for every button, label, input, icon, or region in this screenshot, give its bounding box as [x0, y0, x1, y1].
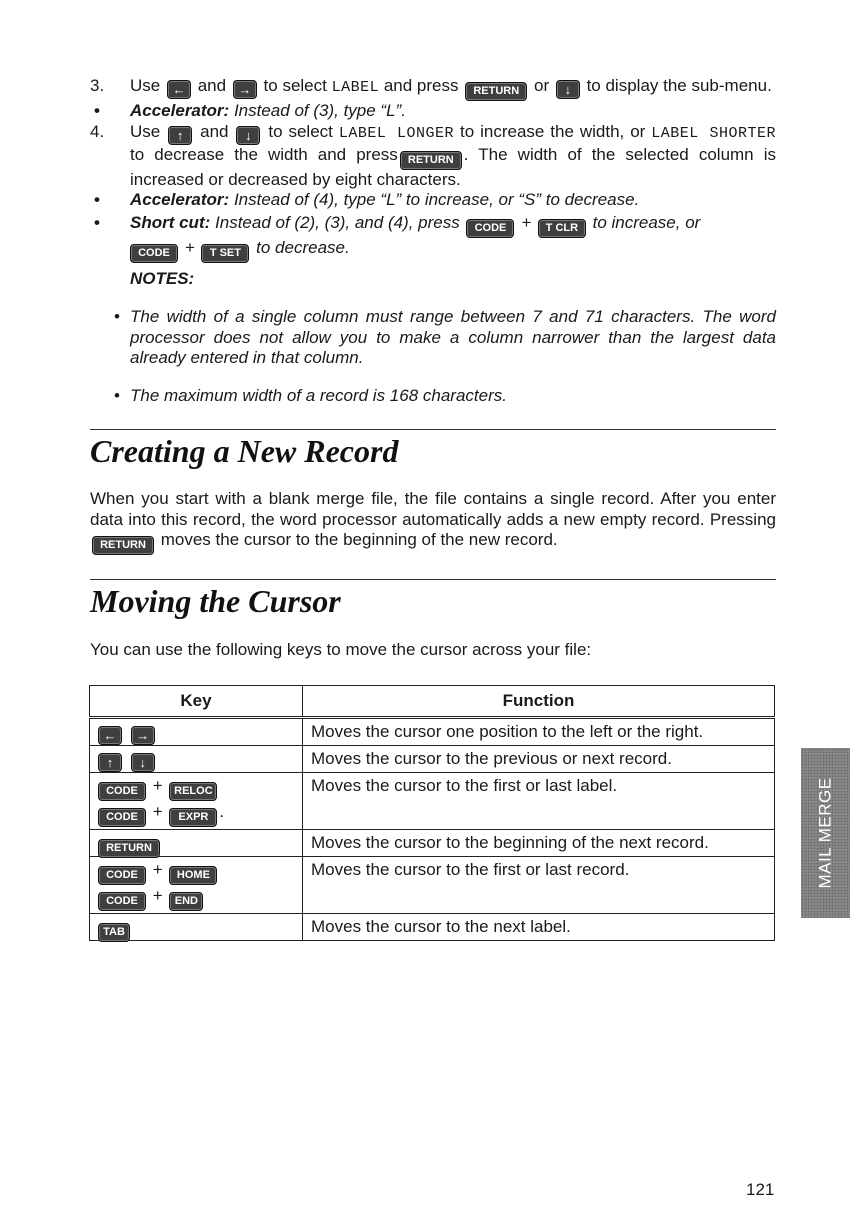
- code-key-icon: CODE: [130, 244, 178, 263]
- section-heading-new-record: Creating a New Record: [90, 433, 399, 469]
- cursor-keys-table: [89, 685, 775, 941]
- table-row: [90, 914, 775, 941]
- reloc-key-icon: RELOC: [169, 782, 217, 801]
- return-key-icon: RETURN: [400, 151, 462, 170]
- step-number: 4.: [90, 121, 105, 141]
- menu-option-label: LABEL LONGER: [338, 124, 455, 142]
- accelerator-note-1: • Accelerator: Instead of (3), type “L”.: [94, 101, 406, 120]
- column-header-function: Function: [303, 686, 775, 718]
- page-number: 121: [746, 1180, 775, 1199]
- menu-option-label: LABEL SHORTER: [651, 124, 776, 142]
- chapter-thumb-tab: [801, 748, 850, 918]
- right-arrow-key-icon: →: [131, 726, 155, 745]
- down-arrow-key-icon: ↓: [236, 126, 260, 145]
- return-key-icon: RETURN: [98, 839, 160, 858]
- function-cell: Moves the cursor to the next label.: [303, 914, 775, 941]
- new-record-paragraph: When you start with a blank merge file, the file contains a single record. After you enter data into this record, the word processor automatically adds a new empty record. Pressing RETURN moves the cursor to the beginning of the new record.: [90, 489, 776, 555]
- step-number: 3.: [90, 76, 105, 95]
- code-key-icon: CODE: [98, 808, 146, 827]
- return-key-icon: RETURN: [92, 536, 154, 555]
- tab-key-icon: TAB: [98, 923, 130, 942]
- function-cell: Moves the cursor to the previous or next record.: [303, 746, 775, 773]
- function-cell: Moves the cursor to the first or last label.: [303, 773, 775, 830]
- home-key-icon: HOME: [169, 866, 217, 885]
- up-arrow-key-icon: ↑: [98, 753, 122, 772]
- table-row: [90, 830, 775, 857]
- left-arrow-key-icon: ←: [167, 80, 191, 99]
- code-key-icon: CODE: [98, 866, 146, 885]
- step-4: 4. Use ↑ and ↓ to select LABEL LONGER to increase the width, or LABEL SHORTER to decrease the width and press RETURN . The width of the selected column is increased or decreased by eight characters.: [90, 121, 776, 189]
- up-arrow-key-icon: ↑: [168, 126, 192, 145]
- down-arrow-key-icon: ↓: [556, 80, 580, 99]
- notes-title: NOTES:: [130, 269, 195, 289]
- return-key-icon: RETURN: [465, 82, 527, 101]
- table-row: CODE + RELOC CODE + EXPR . Moves the cursor to the first or last label.: [90, 773, 775, 830]
- expr-key-icon: EXPR: [169, 808, 217, 827]
- down-arrow-key-icon: ↓: [131, 753, 155, 772]
- table-row: CODE + HOME CODE + END Moves the cursor to the first or last record.: [90, 857, 775, 914]
- instruction-block: [90, 76, 776, 424]
- note-item: • The maximum width of a record is 168 characters.: [114, 386, 507, 406]
- accelerator-note-2: • Accelerator: Instead of (4), type “L” to increase, or “S” to decrease.: [94, 190, 640, 210]
- chapter-tab-label: MAIL MERGE: [815, 777, 835, 889]
- table-row: [90, 746, 775, 773]
- table-row: [90, 718, 775, 746]
- table-header-row: [90, 686, 775, 718]
- code-key-icon: CODE: [98, 782, 146, 801]
- column-header-key: Key: [90, 686, 303, 718]
- function-cell: Moves the cursor to the beginning of the next record.: [303, 830, 775, 857]
- note-item: • The width of a single column must range between 7 and 71 characters. The word processor does not allow you to make a column narrower than the largest data already entered in that column.: [114, 306, 776, 368]
- tab-set-key-icon: T SET: [201, 244, 249, 263]
- end-key-icon: END: [169, 892, 203, 911]
- tab-clear-key-icon: T CLR: [538, 219, 586, 238]
- shortcut-note: • Short cut: Instead of (2), (3), and (4), press CODE + T CLR to increase, or CODE + T SET to decrease.: [90, 213, 776, 263]
- step-3: 3. Use ← and → to select LABEL and press RETURN or ↓ to display the sub-menu.: [90, 76, 776, 101]
- right-arrow-key-icon: →: [233, 80, 257, 99]
- cursor-intro-paragraph: You can use the following keys to move the cursor across your file:: [90, 640, 592, 659]
- function-cell: Moves the cursor to the first or last record.: [303, 857, 775, 914]
- section-divider: [90, 429, 776, 430]
- section-heading-moving-cursor: Moving the Cursor: [90, 583, 341, 619]
- function-cell: Moves the cursor one position to the left or the right.: [303, 718, 775, 746]
- code-key-icon: CODE: [98, 892, 146, 911]
- section-divider: [90, 579, 776, 580]
- menu-option-label: LABEL: [331, 79, 380, 96]
- left-arrow-key-icon: ←: [98, 726, 122, 745]
- code-key-icon: CODE: [466, 219, 514, 238]
